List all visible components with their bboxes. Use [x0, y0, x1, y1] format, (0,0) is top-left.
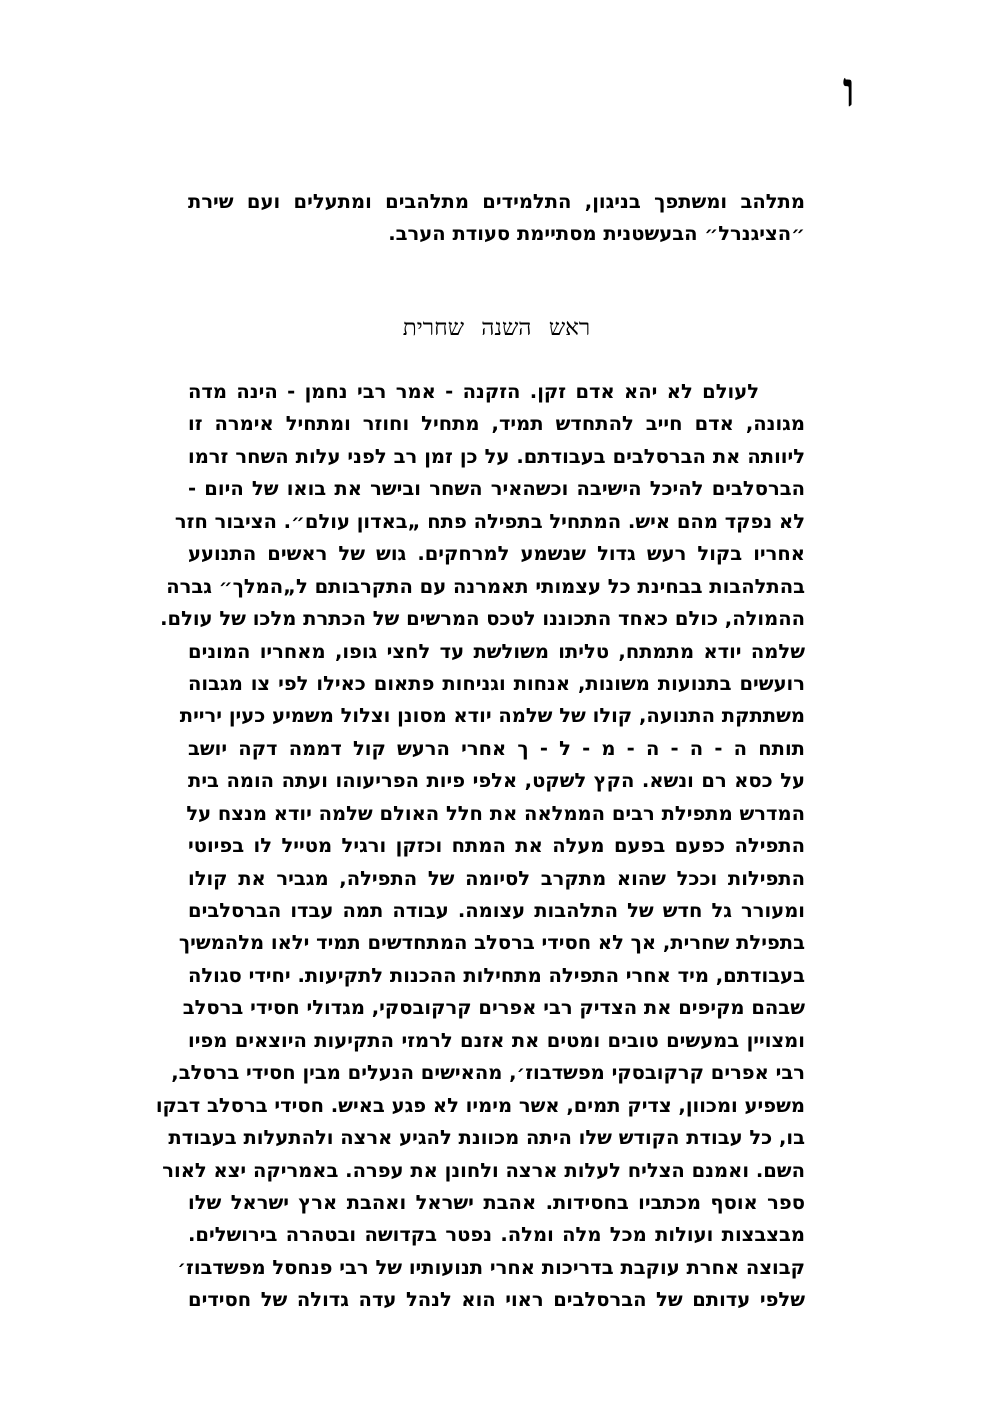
- intro-paragraph: [188, 186, 805, 250]
- body-line: תותח ה - ה - ה - מ - ל - ך אחרי הרעש קול דממה דקה יושב: [188, 736, 805, 760]
- body-line: המדרש מתפילת רבים הממלאה את חלל האולם שלמה יודא מנצח על: [186, 801, 805, 825]
- body-line: על כסא רם ונשא. הקץ לשקט, אלפי פיות הפריעוהו ועתה הומה בית: [188, 769, 805, 793]
- body-line: ההמולה, כולם כאחד התכוננו לטכס המרשים של הכתרת מלכו של עולם.: [160, 607, 805, 631]
- body-line: התפילה כפעם בפעם מעלה את המתח וכזקן ורגיל מטייל לו בפיוטי: [188, 834, 805, 858]
- body-line: משפיע ומכוון, צדיק תמים, אשר מימיו לא פגע באיש. חסידי ברסלב דבקו: [155, 1093, 805, 1117]
- body-line: רועשים בתנועות משונות, אנחות וגניחות פתאום כאילו לפי צו מגבוה: [188, 671, 805, 695]
- body-line: התפילות וככל שהוא מתקרב לסיומה של התפילה, מגביר את קולו: [188, 866, 805, 890]
- body-line: מגונה, אדם חייב להתחדש תמיד, מתחיל וחוזר ומתחיל אימרה זו: [188, 412, 805, 436]
- body-line: ומעורר גל חדש של התלהבות עצומה. עבודה תמה עבדו הברסלבים: [188, 899, 805, 922]
- page-number: ו: [842, 62, 855, 118]
- body-line: שלמה יודא מתמתח, טליתו משולשת עד לחצי גופו, מאחריו המונים: [188, 639, 805, 663]
- body-line: לא נפקד מהם איש. המתחיל בתפילה פתח „באדון עולם״. הציבור חזר: [174, 509, 805, 533]
- body-line: לעולם לא יהא אדם זקן. הזקנה - אמר רבי נחמן - הינה מדה: [188, 380, 759, 403]
- section-heading: ראש השנה שחרית: [402, 315, 591, 341]
- body-line: שלפי עדותם של הברסלבים ראוי הוא לנהל עדה גדולה של חסידים: [188, 1288, 805, 1312]
- body-line: שבהם מקיפים את הצדיק רבי אפרים קרקובסקי, מגדולי חסידי ברסלב: [182, 996, 805, 1020]
- body-line: ומצויין במעשים טובים ומטים את אזנם לרמזי התקיעות היוצאים מפיו: [188, 1028, 805, 1052]
- body-line: אחריו בקול רעש גדול שנשמע למרחקים. גוש של ראשים התנועע: [188, 542, 805, 566]
- body-line: השם. ואמנם הצליח לעלות ארצה ולחונן את עפרה. באמריקה יצא לאור: [162, 1158, 805, 1182]
- body-line: בהתלהבות בבחינת כל עצמותי תאמרנה עם התקרבותם ל„המלך״ גברה: [166, 574, 805, 598]
- body-line: ליוותה את הברסלבים בעבודתם. על כן זמן רב לפני עלות השחר זרמו: [188, 444, 805, 468]
- body-line: מבצבצות ועולות מכל מלה ומלה. נפטר בקדושה ובטהרה בירושלים.: [188, 1223, 805, 1247]
- body-paragraph: [155, 376, 805, 1317]
- body-line: ספר אוסף מכתביו בחסידות. אהבת ישראל ואהבת ארץ ישראל שלו: [188, 1190, 805, 1214]
- body-line: בעבודתם, מיד אחרי התפילה מתחילות ההכנות לתקיעות. יחידי סגולה: [187, 963, 805, 987]
- intro-line: מתלהב ומשתפך בניגון, התלמידים מתלהבים ומתעלים ועם שירת: [188, 190, 805, 213]
- body-line: קבוצה אחרת עוקבת בדריכות אחרי תנועותיו של רבי פנחסל מפשדבוז׳: [177, 1255, 805, 1279]
- body-line: בו, כל עבודת הקודש שלו היתה מכוונת להגיע ארצה ולהתעלות בעבודת: [168, 1126, 805, 1150]
- body-line: רבי אפרים קרקובסקי מפשדבוז׳, מהאישים הנעלים מבין חסידי ברסלב,: [171, 1061, 805, 1085]
- body-line: הברסלבים להיכל הישיבה וכשהאיר השחר ובישר את בואו של היום -: [188, 477, 805, 501]
- body-line: בתפילת שחרית, אך לא חסידי ברסלב המתחדשים תמיד ילאו מלהמשיך: [178, 931, 805, 955]
- body-line: משתתקת התנועה, קולו של שלמה יודא מסונן וצלול משמיע כעין יריית: [179, 704, 805, 728]
- intro-line: ״הציגנרל״ הבעשטנית מסתיימת סעודת הערב.: [388, 222, 805, 245]
